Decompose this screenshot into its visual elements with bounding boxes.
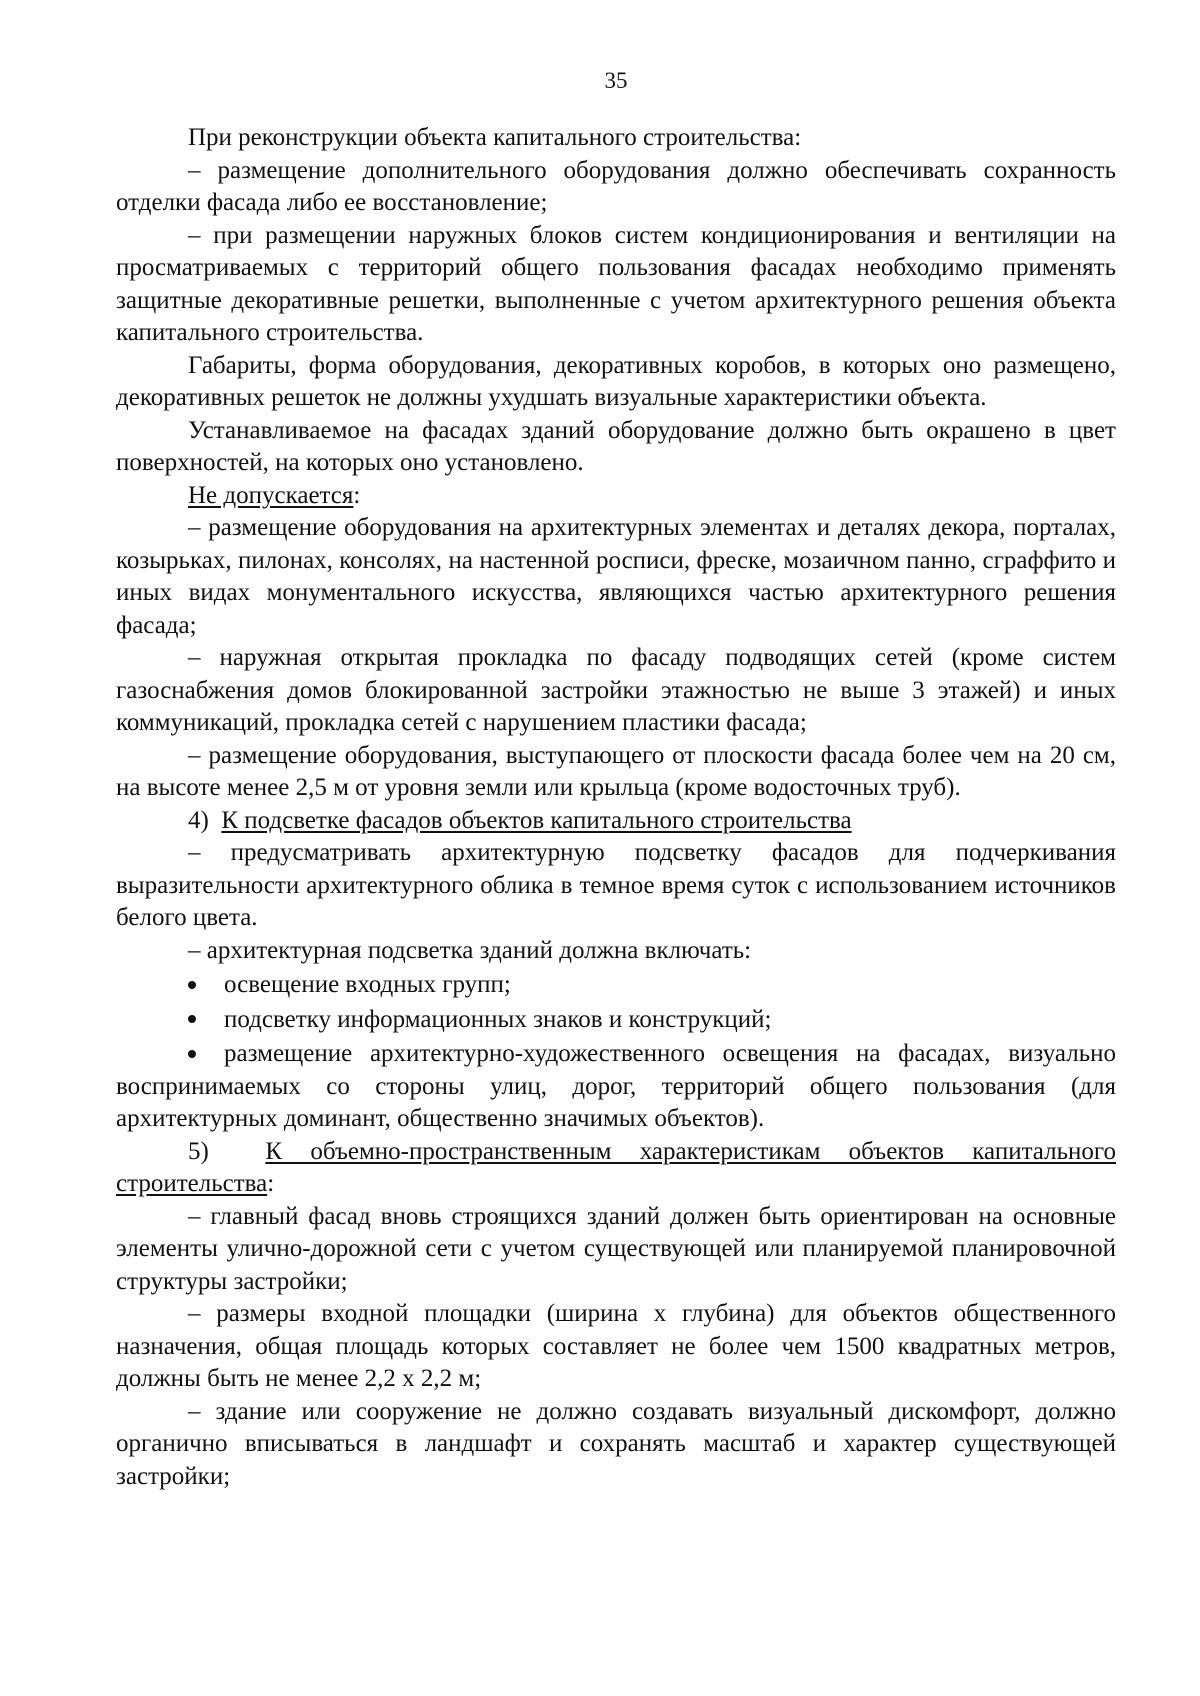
paragraph-reconstruction-intro: При реконструкции объекта капитального строительства: [188,124,802,151]
list-item-text: подсветку информационных знаков и конструкций; [224,1005,772,1033]
paragraph-open-networks: – наружная открытая прокладка по фасаду подводящих сетей (кроме систем газоснабжения домов блокированной застройки этажностью не выше 3 этажей) и иных коммуникаций, прокладка сетей с нарушением пластики фасада; [116,644,1116,736]
section-5-title: К объемно-пространственным характеристикам объектов капитального строительства [116,1137,1117,1197]
page-number: 35 [604,68,628,93]
section-5-heading [116,1136,1116,1201]
not-allowed-heading: Не допускается [188,481,354,509]
bullet-icon [188,969,224,1002]
list-item [116,1004,1116,1037]
paragraph-lighting-includes: – архитектурная подсветка зданий должна включать: [188,936,752,964]
paragraph-decor-elements: – размещение оборудования на архитектурных элементах и деталях декора, порталах, козырьках, пилонах, консолях, на настенной росписи, фреске, мозаичном панно, сграффито и иных видах монументального искусства, являющихся частью архитектурного решения фасада; [116,514,1116,639]
section-5-colon: : [267,1170,275,1197]
paragraph-painting: Устанавливаемое на фасадах зданий оборудование должно быть окрашено в цвет поверхностей, на которых оно установлено. [116,416,1116,476]
list-item-text: освещение входных групп; [224,971,511,998]
paragraph-outdoor-units: – при размещении наружных блоков систем кондиционирования и вентиляции на просматриваемых с территорий общего пользования фасадах необходимо применять защитные декоративные решетки, выполненные с учетом архитектурного решения объекта капитального строительства. [116,221,1116,346]
paragraph-facade-lighting: – предусматривать архитектурную подсветку фасадов для подчеркивания выразительности архитектурного облика в темное время суток с использованием источников белого цвета. [116,839,1116,931]
list-item-text: размещение архитектурно-художественного освещения на фасадах, визуально воспринимаемых со стороны улиц, дорог, территорий общего пользования (для архитектурных доминант, общественно значимых объектов). [116,1040,1116,1132]
not-allowed-colon: : [353,481,361,509]
bullet-icon [188,1038,224,1071]
paragraph-visual-comfort: – здание или сооружение не должно создавать визуальный дискомфорт, должно органично вписываться в ландшафт и сохранять масштаб и характер существующей застройки; [116,1397,1116,1490]
paragraph-main-facade: – главный фасад вновь строящихся зданий должен быть ориентирован на основные элементы улично-дорожной сети с учетом существующей или планируемой планировочной структуры застройки; [116,1202,1116,1295]
paragraph-additional-equipment: – размещение дополнительного оборудования должно обеспечивать сохранность отделки фасада либо ее восстановление; [116,156,1116,216]
section-4-number: 4) [188,806,209,834]
paragraph-protruding-equipment: – размещение оборудования, выступающего от плоскости фасада более чем на 20 см, на высоте менее 2,5 м от уровня земли или крыльца (кроме водосточных труб). [116,741,1116,801]
paragraph-entrance-platform: – размеры входной площадки (ширина х глубина) для объектов общественного назначения, общая площадь которых составляет не более чем 1500 квадратных метров, должны быть не менее 2,2 х 2,2 м; [116,1300,1116,1392]
bullet-icon [188,1004,224,1037]
list-item [116,1038,1116,1136]
paragraph-dimensions: Габариты, форма оборудования, декоративных коробов, в которых оно размещено, декоративных решеток не должны ухудшать визуальные характеристики объекта. [116,351,1116,411]
section-4-title: К подсветке фасадов объектов капитального строительства [221,806,852,834]
section-4-heading [116,805,1116,838]
document-page [116,66,1116,1493]
paragraph-not-allowed [116,480,1116,513]
section-5-number: 5) [188,1137,209,1165]
list-item [116,969,1116,1002]
